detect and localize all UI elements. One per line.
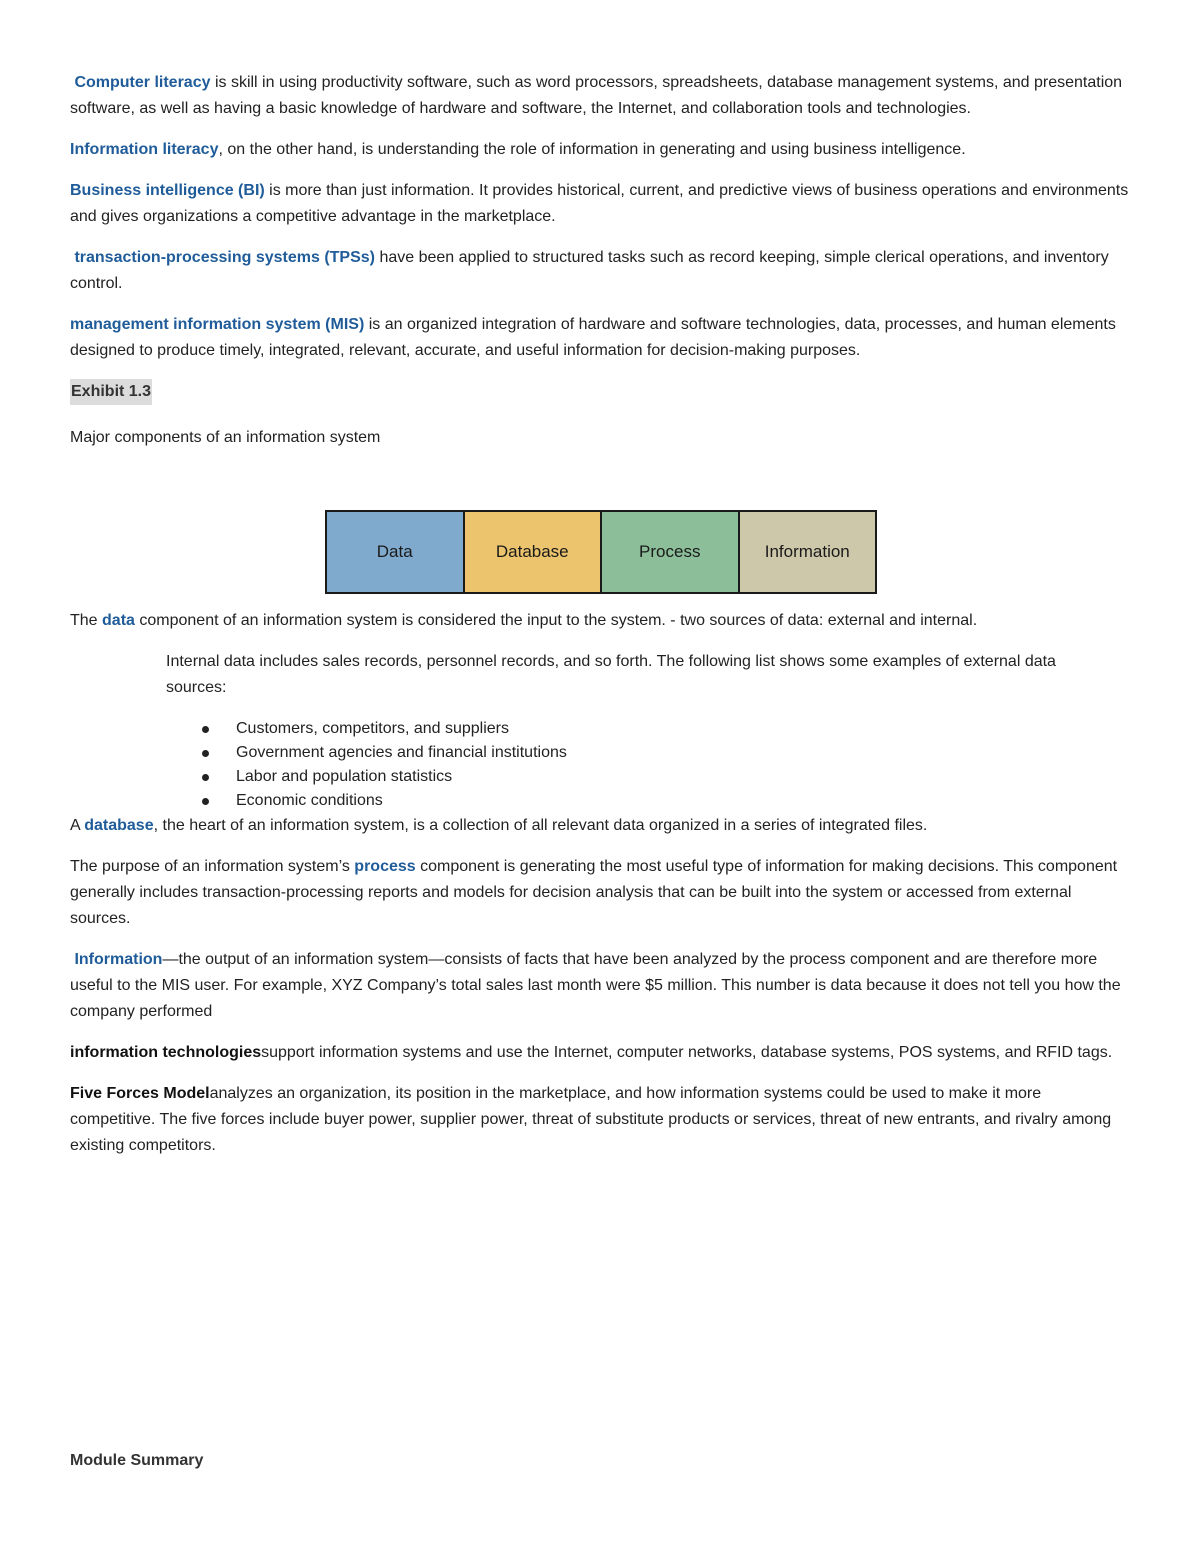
list-item: Customers, competitors, and suppliers <box>202 717 1130 741</box>
process-term: process <box>354 858 416 875</box>
module-summary-label: Module Summary <box>70 1452 204 1469</box>
five-forces-paragraph <box>70 1081 1130 1159</box>
computer-literacy-paragraph <box>70 70 1130 122</box>
database-paragraph <box>70 813 1130 839</box>
five-forces-term: Five Forces Model <box>70 1085 210 1102</box>
data-term: data <box>102 612 135 629</box>
exhibit-label-row <box>70 379 1130 405</box>
list-item: Economic conditions <box>202 789 1130 813</box>
tps-paragraph <box>70 245 1130 297</box>
process-text: component is generating the most useful type of information for making decisions. This component generally includes transaction-processing reports and models for decision analysis that can be built into the system or accessed from external sources. <box>70 858 1118 927</box>
diagram-cell-label: Information <box>764 542 850 561</box>
information-literacy-paragraph <box>70 137 1130 163</box>
diagram-cell-data <box>327 512 465 592</box>
database-text: , the heart of an information system, is a collection of all relevant data organized in a series of integrated files. <box>153 817 928 834</box>
information-paragraph <box>70 947 1130 1025</box>
mis-paragraph <box>70 312 1130 364</box>
list-item: Government agencies and financial institutions <box>202 741 1130 765</box>
diagram-cell-label: Data <box>376 542 413 561</box>
diagram-cell-information <box>740 512 876 592</box>
five-forces-text: analyzes an organization, its position in the marketplace, and how information systems could be used to make it more competitive. The five forces include buyer power, supplier power, threat of substitute products or services, threat of new entrants, and rivalry among existing competitors. <box>70 1085 1112 1154</box>
business-intelligence-text: is more than just information. It provides historical, current, and predictive views of business operations and environments and gives organizations a competitive advantage in the marketplace. <box>70 182 1129 225</box>
diagram-cell-database <box>465 512 603 592</box>
data-component-prefix: The <box>70 612 103 629</box>
computer-literacy-term: Computer literacy <box>74 74 211 91</box>
document-page <box>70 70 1130 1154</box>
business-intelligence-term: Business intelligence (BI) <box>70 182 265 199</box>
after-diagram-section <box>70 608 1130 1174</box>
tps-term: transaction-processing systems (TPSs) <box>74 249 375 266</box>
data-component-text: component of an information system is considered the input to the system. - two sources of data: external and internal. <box>134 612 978 629</box>
internal-data-paragraph: Internal data includes sales records, personnel records, and so forth. The following list shows some examples of external data sources: <box>166 653 1056 696</box>
information-literacy-term: Information literacy <box>70 141 219 158</box>
tps-text: have been applied to structured tasks such as record keeping, simple clerical operations, and inventory control. <box>70 249 1109 292</box>
information-technologies-term: information technologies <box>70 1044 262 1061</box>
process-prefix: The purpose of an information system’s <box>70 858 355 875</box>
mis-text: is an organized integration of hardware and software technologies, data, processes, and human elements designed to produce timely, integrated, relevant, accurate, and useful information for decision-making purposes. <box>70 316 1116 359</box>
business-intelligence-paragraph <box>70 178 1130 230</box>
information-term: Information <box>74 951 163 968</box>
information-technologies-text: support information systems and use the Internet, computer networks, database systems, POS systems, and RFID tags. <box>261 1044 1113 1061</box>
diagram-cell-process <box>602 512 740 592</box>
list-item: Labor and population statistics <box>202 765 1130 789</box>
computer-literacy-text: is skill in using productivity software, such as word processors, spreadsheets, database management systems, and presentation software, as well as having a basic knowledge of hardware and software, the Internet, and collaboration tools and technologies. <box>70 74 1123 117</box>
components-diagram <box>325 510 877 594</box>
information-text: —the output of an information system—consists of facts that have been analyzed by the process component and are therefore more useful to the MIS user. For example, XYZ Company’s total sales last month were $5 million. This number is data because it does not tell you how the company performed <box>70 951 1121 1020</box>
diagram-cell-label: Database <box>495 542 569 561</box>
mis-term: management information system (MIS) <box>70 316 365 333</box>
external-sources-list <box>202 717 1130 813</box>
database-prefix: A <box>70 817 85 834</box>
information-literacy-text: , on the other hand, is understanding the role of information in generating and using business intelligence. <box>218 141 966 158</box>
exhibit-label: Exhibit 1.3 <box>70 379 152 405</box>
database-term: database <box>84 817 154 834</box>
information-technologies-paragraph <box>70 1040 1130 1066</box>
diagram-cell-label: Process <box>639 542 701 561</box>
data-component-paragraph <box>70 608 1130 634</box>
exhibit-caption: Major components of an information system <box>70 429 381 446</box>
process-paragraph <box>70 854 1130 932</box>
